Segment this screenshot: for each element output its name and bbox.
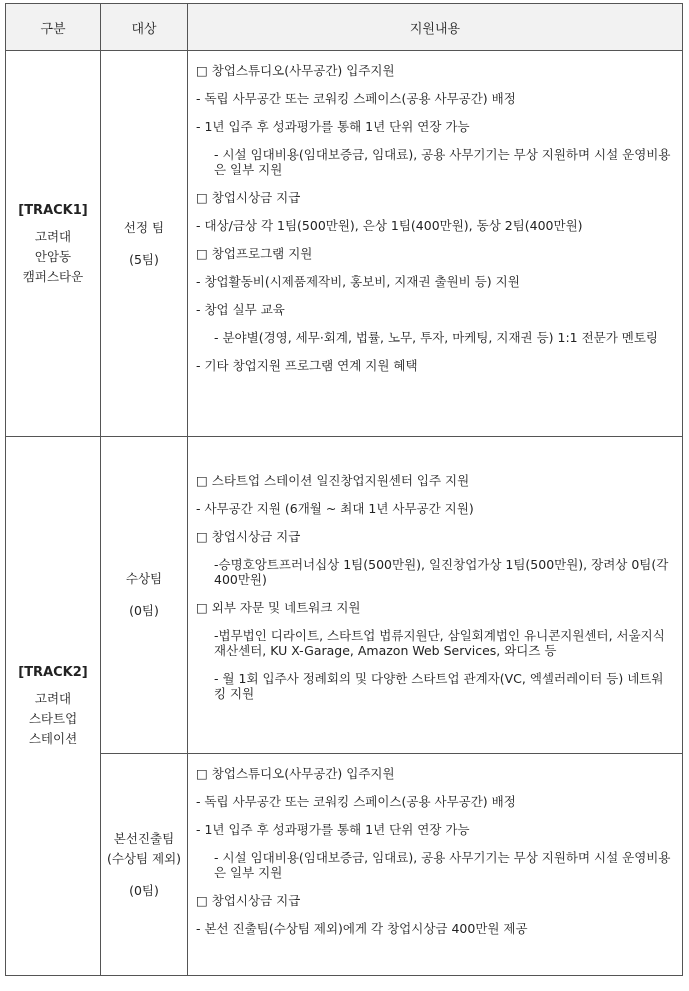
track2-finalist-content-cell [188, 754, 683, 976]
support-table [5, 3, 683, 976]
track2-place-line: 고려대 [34, 691, 72, 706]
track1-category-cell [6, 51, 101, 437]
support-detail-item: - 창업활동비(시제품제작비, 홍보비, 지재권 출원비 등) 지원 [196, 274, 520, 289]
support-heading-item: □ 창업프로그램 지원 [196, 246, 313, 261]
track2-award-target-label: 수상팀 [125, 571, 163, 586]
track2-place-line: 스타트업 [28, 711, 78, 726]
track1-target-cell [101, 51, 188, 437]
support-heading-item: □ 스타트업 스테이션 일진창업지원센터 입주 지원 [196, 473, 470, 488]
track2-award-row [6, 437, 683, 754]
support-heading-item: □ 창업스튜디오(사무공간) 입주지원 [196, 766, 395, 781]
support-detail-item: - 1년 입주 후 성과평가를 통해 1년 단위 연장 가능 [196, 119, 470, 134]
track2-finalist-target-note: (수상팀 제외) [106, 850, 182, 866]
support-detail-item: - 시설 임대비용(임대보증금, 임대료), 공용 사무기기는 무상 지원하며 시설 운영비용은 일부 지원 [214, 850, 671, 880]
support-detail-item: - 독립 사무공간 또는 코워킹 스페이스(공용 사무공간) 배정 [196, 794, 516, 809]
support-detail-item: - 본선 진출팀(수상팀 제외)에게 각 창업시상금 400만원 제공 [196, 921, 528, 936]
header-target: 대상 [101, 4, 188, 51]
track2-finalist-target-label: 본선진출팀 [113, 830, 175, 846]
track2-award-target-count: (0팀) [129, 603, 159, 618]
support-heading-item: □ 창업시상금 지급 [196, 190, 301, 205]
track1-target-count: (5팀) [129, 251, 159, 267]
track1-place-line: 안암동 [34, 248, 72, 264]
track2-award-target-cell [101, 437, 188, 754]
support-detail-item: - 대상/금상 각 1팀(500만원), 은상 1팀(400만원), 동상 2팀(400만원) [196, 218, 583, 233]
support-detail-item: -승명호앙트프러너십상 1팀(500만원), 일진창업가상 1팀(500만원), 장려상 0팀(각 400만원) [214, 557, 669, 587]
track1-target-label: 선정 팀 [123, 219, 165, 235]
track2-finalist-row [6, 754, 683, 976]
track1-content-cell [188, 51, 683, 437]
track1-row [6, 51, 683, 437]
track1-title: [TRACK1] [18, 202, 88, 218]
track2-title: [TRACK2] [18, 665, 88, 680]
track2-award-content-cell [188, 437, 683, 754]
header-category: 구분 [6, 4, 101, 51]
support-detail-item: - 1년 입주 후 성과평가를 통해 1년 단위 연장 가능 [196, 822, 470, 837]
support-heading-item: □ 창업시상금 지급 [196, 529, 301, 544]
track1-place-line: 캠퍼스타운 [22, 268, 84, 284]
track2-finalist-target-cell [101, 754, 188, 976]
support-detail-item: - 기타 창업지원 프로그램 연계 지원 혜택 [196, 358, 418, 373]
track2-finalist-target-count: (0팀) [129, 882, 159, 898]
support-detail-item: - 월 1회 입주사 정례회의 및 다양한 스타트업 관계자(VC, 엑셀러레이터 등) 네트워킹 지원 [214, 671, 664, 701]
support-detail-item: - 시설 임대비용(임대보증금, 임대료), 공용 사무기기는 무상 지원하며 시설 운영비용은 일부 지원 [214, 147, 671, 177]
support-heading-item: □ 창업스튜디오(사무공간) 입주지원 [196, 63, 395, 78]
track2-category-cell [6, 437, 101, 976]
support-heading-item: □ 창업시상금 지급 [196, 893, 301, 908]
support-detail-item: - 독립 사무공간 또는 코워킹 스페이스(공용 사무공간) 배정 [196, 91, 516, 106]
header-row [6, 4, 683, 51]
support-detail-item: - 분야별(경영, 세무·회계, 법률, 노무, 투자, 마케팅, 지재권 등) 1:1 전문가 멘토링 [214, 330, 659, 345]
header-support-content: 지원내용 [188, 4, 683, 51]
support-detail-item: -법무법인 디라이트, 스타트업 법류지원단, 삼일회계법인 유니콘지원센터, 서울지식재산센터, KU X-Garage, Amazon Web Services, 와디즈 등 [214, 628, 665, 658]
support-heading-item: □ 외부 자문 및 네트워크 지원 [196, 600, 361, 615]
support-detail-item: - 창업 실무 교육 [196, 302, 285, 317]
track2-place-line: 스테이션 [28, 731, 78, 746]
support-detail-item: - 사무공간 지원 (6개월 ~ 최대 1년 사무공간 지원) [196, 501, 474, 516]
track1-place-line: 고려대 [34, 228, 72, 244]
